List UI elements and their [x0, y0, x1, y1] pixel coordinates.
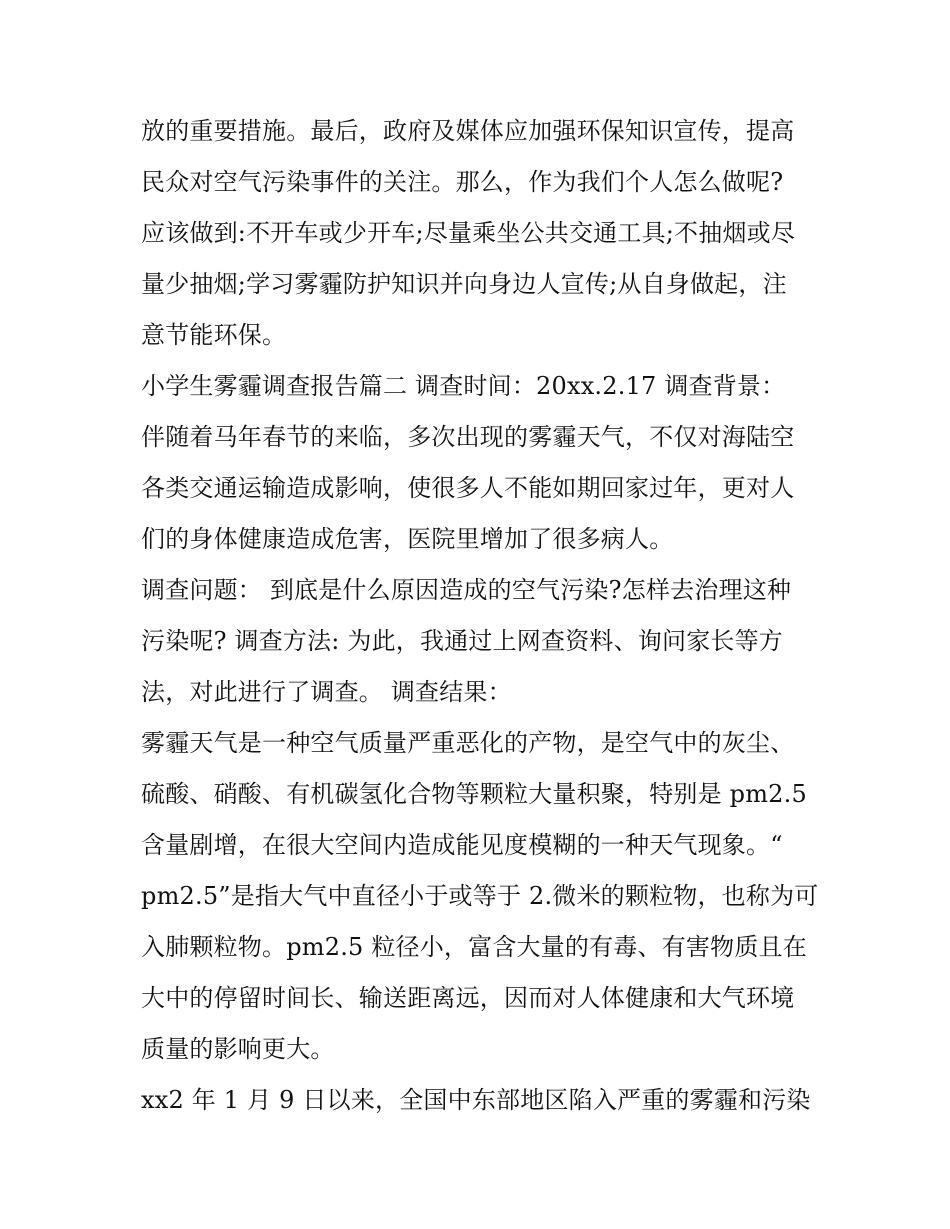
text-line: 应该做到:不开车或少开车;尽量乘坐公共交通工具;不抽烟或尽	[141, 219, 796, 247]
text-line: 雾霾天气是一种空气质量严重恶化的产物，是空气中的灰尘、	[141, 729, 795, 757]
text-line: 民众对空气污染事件的关注。那么，作为我们个人怎么做呢?	[141, 168, 784, 196]
text-line: 硫酸、硝酸、有机碳氢化合物等颗粒大量积聚，特别是 pm2.5	[141, 780, 807, 808]
body-text	[141, 106, 821, 1126]
text-line: xx2 年 1 月 9 日以来，全国中东部地区陷入严重的雾霾和污染	[141, 1086, 811, 1114]
text-line: 法，对此进行了调查。 调查结果：	[141, 678, 512, 706]
text-line: 调查问题： 到底是什么原因造成的空气污染?怎样去治理这种	[141, 576, 792, 604]
text-line: 伴随着马年春节的来临，多次出现的雾霾天气，不仅对海陆空	[141, 423, 795, 451]
text-line: 大中的停留时间长、输送距离远，因而对人体健康和大气环境	[141, 984, 795, 1012]
text-line: 各类交通运输造成影响，使很多人不能如期回家过年，更对人	[141, 474, 795, 502]
text-line: 入肺颗粒物。pm2.5 粒径小，富含大量的有毒、有害物质且在	[141, 933, 807, 961]
text-line: 量少抽烟;学习雾霾防护知识并向身边人宣传;从自身做起，注	[141, 270, 787, 298]
text-line: 放的重要措施。最后，政府及媒体应加强环保知识宣传，提高	[141, 117, 795, 145]
section-heading-line: 小学生雾霾调查报告篇二 调查时间：20xx.2.17 调查背景：	[141, 372, 786, 400]
text-line: 们的身体健康造成危害，医院里增加了很多病人。	[141, 525, 674, 553]
text-line: 含量剧增，在很大空间内造成能见度模糊的一种天气现象。“	[141, 831, 783, 859]
text-line: 污染呢? 调查方法: 为此，我通过上网查资料、询问家长等方	[141, 627, 784, 655]
text-line: 质量的影响更大。	[141, 1035, 335, 1063]
text-line: 意节能环保。	[141, 321, 287, 349]
text-line: pm2.5”是指大气中直径小于或等于 2.微米的颗粒物，也称为可	[141, 882, 819, 910]
